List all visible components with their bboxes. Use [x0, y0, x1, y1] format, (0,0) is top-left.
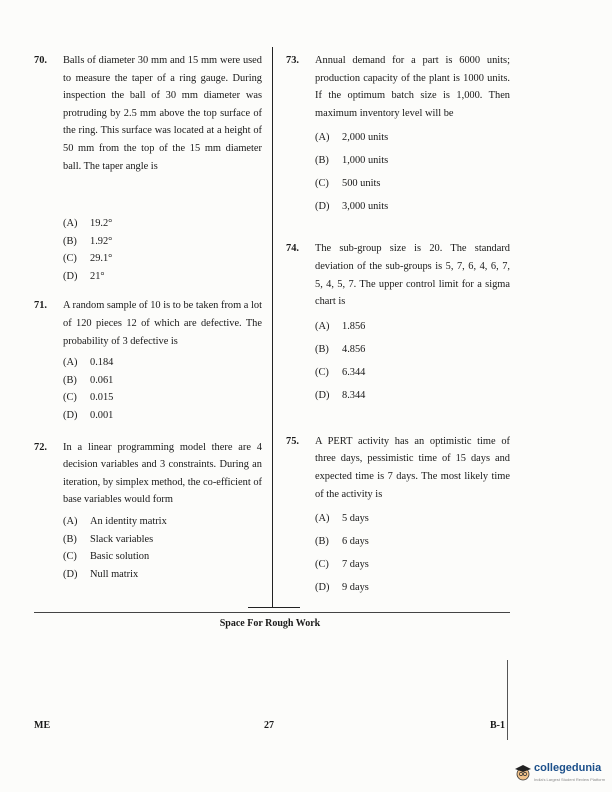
option-d: (D) 0.001: [63, 409, 114, 421]
option-a: (A) 0.184: [63, 357, 114, 369]
options-75: [315, 507, 510, 599]
column-divider: [272, 47, 273, 607]
option-b: (B) 4.856: [315, 343, 366, 355]
question-number: 75.: [286, 435, 299, 447]
question-text: A random sample of 10 is to be taken from a lot of 120 pieces 12 of which are defective. The probability of 3 defective is: [63, 300, 262, 347]
option-a: (A) 2,000 units: [315, 132, 389, 144]
option-d: (D) 9 days: [315, 582, 369, 594]
left-column: [34, 52, 262, 583]
option-b: (B) 0.061: [63, 374, 114, 386]
page-number: 27: [264, 720, 274, 731]
question-text: Balls of diameter 30 mm and 15 mm were used to measure the taper of a ring gauge. During inspection the ball of 30 mm diameter was protruding by 2.5 mm above the top surface of the ring. This surface was located at a height of 50 mm from the top of the 15 mm diameter ball. The taper angle is: [63, 55, 262, 172]
option-c: (C) 0.015: [63, 392, 114, 404]
options-72: [63, 513, 262, 583]
options-74: [315, 315, 510, 407]
option-c: (C) 7 days: [315, 559, 369, 571]
question-73: [286, 52, 510, 122]
option-b: (B) 1.92°: [63, 235, 113, 247]
graduate-icon: [514, 764, 532, 782]
logo-name: collegedunia: [534, 762, 602, 774]
question-74: [286, 240, 510, 310]
rough-work-label: Space For Rough Work: [219, 618, 321, 629]
question-72: [34, 439, 262, 509]
footer-booklet-code: B-1: [490, 720, 505, 731]
option-b: (B) 1,000 units: [315, 155, 389, 167]
collegedunia-logo: [512, 760, 612, 788]
logo-tagline: India's Largest Student Review Platform: [534, 777, 606, 782]
question-75: [286, 433, 510, 503]
option-c: (C) 6.344: [315, 366, 366, 378]
option-c: (C) 29.1°: [63, 253, 113, 265]
option-b: (B) 6 days: [315, 536, 369, 548]
options-71: [63, 354, 262, 424]
option-a: (A) An identity matrix: [63, 515, 167, 527]
option-c: (C) 500 units: [315, 178, 381, 190]
options-73: [315, 126, 510, 218]
question-number: 71.: [34, 300, 47, 312]
margin-line: [507, 660, 508, 740]
options-70: [63, 215, 262, 285]
question-text: Annual demand for a part is 6000 units; production capacity of the plant is 1000 units. If the optimum batch size is 1,000. Then maximum inventory level will be: [315, 55, 510, 119]
option-b: (B) Slack variables: [63, 533, 154, 545]
option-a: (A) 19.2°: [63, 218, 113, 229]
question-number: 74.: [286, 243, 299, 255]
rough-work-rule: [34, 612, 510, 613]
option-d: (D) 21°: [63, 270, 105, 282]
option-a: (A) 5 days: [315, 513, 369, 525]
option-d: (D) 8.344: [315, 389, 366, 401]
footer-subject-code: ME: [34, 720, 51, 731]
right-column: [286, 52, 510, 599]
question-70: [34, 52, 262, 215]
question-text: In a linear programming model there are 4 decision variables and 3 constraints. During an iteration, by simplex method, the co-efficient of base variables would form: [63, 441, 262, 506]
question-71: [34, 297, 262, 350]
center-rule: [248, 607, 300, 608]
question-number: 70.: [34, 55, 47, 66]
option-a: (A) 1.856: [315, 320, 366, 332]
question-number: 72.: [34, 441, 47, 453]
option-d: (D) Null matrix: [63, 568, 139, 580]
question-number: 73.: [286, 55, 299, 66]
question-text: The sub-group size is 20. The standard deviation of the sub-groups is 5, 7, 6, 4, 6, 7, 5, 4, 5, 7. The upper control limit for a sigma chart is: [315, 243, 510, 308]
question-text: A PERT activity has an optimistic time of three days, pessimistic time of 15 days and expected time is 7 days. The most likely time of the activity is: [315, 435, 510, 500]
option-c: (C) Basic solution: [63, 551, 150, 563]
option-d: (D) 3,000 units: [315, 201, 389, 213]
